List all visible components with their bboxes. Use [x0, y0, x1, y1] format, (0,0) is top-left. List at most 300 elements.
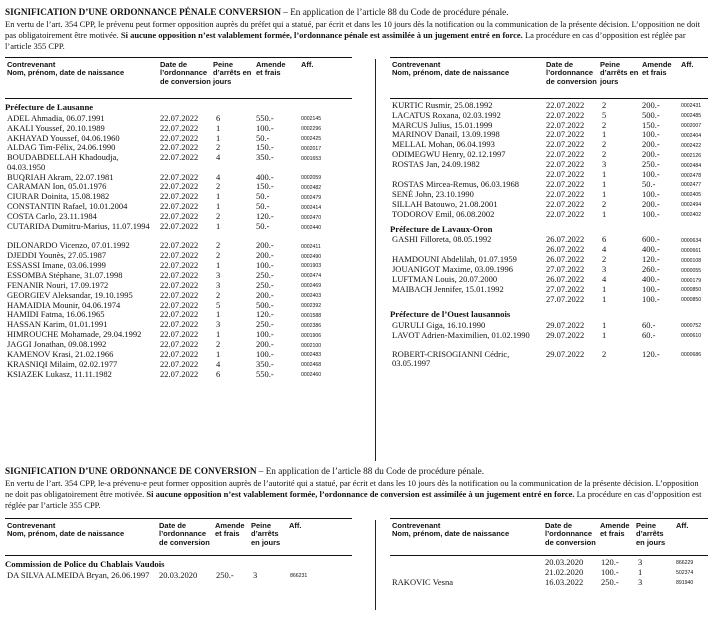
- cell-name: ESSASSI Imane, 03.06.1999: [7, 259, 106, 270]
- cell-aff: 0002425: [301, 136, 322, 143]
- cell-amende: 200.-: [642, 139, 660, 150]
- table-row: [5, 250, 352, 260]
- cell-peine: 1: [602, 283, 607, 294]
- cell-peine: 3: [602, 264, 607, 275]
- table-row: [390, 264, 708, 274]
- table-row: [5, 300, 352, 310]
- header-date: Date de l’ordonnance de conversion: [545, 521, 596, 547]
- cell-aff: 0000661: [681, 247, 702, 254]
- cell-date: 22.07.2022: [160, 211, 199, 222]
- cell-amende: 120.-: [642, 254, 660, 265]
- cell-aff: 0002440: [301, 224, 322, 231]
- cell-date: 22.07.2022: [546, 169, 585, 180]
- cell-peine: 2: [602, 149, 607, 160]
- group-heading: Commission de Police du Chablais Vaudois: [5, 559, 165, 569]
- cell-aff: 0002403: [301, 293, 322, 300]
- cell-date: 22.07.2022: [160, 142, 199, 153]
- cell-amende: 500.-: [256, 299, 274, 310]
- table-row: [390, 567, 708, 577]
- group-heading: Préfecture de Lausanne: [5, 102, 94, 112]
- cell-amende: 200.-: [256, 240, 274, 251]
- table-row: [5, 113, 352, 123]
- cell-amende: 100.-: [642, 293, 660, 304]
- table-row: [390, 159, 708, 169]
- cell-aff: 0002482: [301, 184, 322, 191]
- table-header: [5, 519, 352, 555]
- cell-amende: 150.-: [256, 142, 274, 153]
- cell-date: 22.07.2022: [160, 201, 199, 212]
- cell-peine: 2: [602, 139, 607, 150]
- cell-aff: 0001588: [301, 312, 322, 319]
- cell-peine: 4: [602, 244, 607, 255]
- cell-peine: 1: [216, 191, 221, 202]
- cell-date: 22.07.2022: [160, 339, 199, 350]
- table-row: [390, 274, 708, 284]
- header-nom-label: Nom, prénom, date de naissance: [392, 68, 510, 78]
- cell-date: 22.07.2022: [546, 198, 585, 209]
- table-row: [5, 339, 352, 349]
- header-contrevenant: [392, 522, 532, 539]
- group-heading: Préfecture de l’Ouest lausannois: [390, 308, 511, 319]
- cell-aff: 0002402: [681, 212, 702, 219]
- cell-name: CONSTANTIN Rafael, 10.01.2004: [7, 201, 128, 212]
- cell-aff: 0002460: [301, 372, 322, 379]
- cell-aff: 0002485: [681, 113, 702, 120]
- cell-date: 22.07.2022: [160, 368, 199, 379]
- cell-date: 22.07.2022: [546, 178, 585, 189]
- cell-aff: 0002296: [301, 126, 322, 133]
- table-row: [390, 100, 708, 110]
- table-row: [5, 240, 352, 250]
- cell-date: 22.07.2022: [546, 99, 585, 110]
- cell-name: HAMAIDIA Mounir, 04.06.1974: [7, 299, 121, 310]
- cell-amende: 550.-: [256, 112, 274, 123]
- cell-date: 22.07.2022: [160, 348, 199, 359]
- cell-peine: 2: [216, 339, 221, 350]
- cell-name: GEORGIEV Aleksandar, 19.10.1995: [7, 289, 133, 300]
- cell-name: LAVOT Adrien-Maximilien, 01.02.1990: [392, 329, 530, 340]
- cell-date: 22.07.2022: [160, 240, 199, 251]
- header-contrevenant-label: Contrevenant: [7, 60, 56, 69]
- cell-aff: 0002478: [681, 172, 702, 179]
- cell-peine: 2: [602, 119, 607, 130]
- cell-name: SENÉ John, 23.10.1990: [392, 188, 474, 199]
- cell-aff: 0002484: [681, 162, 702, 169]
- cell-aff: 0002145: [301, 116, 322, 123]
- table-row: [5, 570, 352, 589]
- cell-aff: 0002483: [301, 352, 322, 359]
- section1-left-column: [5, 57, 352, 379]
- cell-name: DJEDDI Younès, 27.05.1987: [7, 250, 107, 261]
- cell-peine: 2: [216, 250, 221, 261]
- header-contrevenant: [7, 61, 147, 78]
- cell-aff: 502374: [676, 570, 694, 577]
- cell-aff: 0002474: [301, 273, 322, 280]
- cell-date: 22.07.2022: [546, 188, 585, 199]
- cell-peine: 1: [602, 208, 607, 219]
- cell-name: DILONARDO Vicenzo, 07.01.1992: [7, 240, 130, 251]
- cell-name: KURTIC Rusmir, 25.08.1992: [392, 99, 493, 110]
- section2-title-bold: SIGNIFICATION D’UNE ORDONNANCE DE CONVERSION: [5, 466, 257, 476]
- cell-peine: 3: [638, 556, 643, 567]
- header-contrevenant-label: Contrevenant: [7, 521, 56, 530]
- cell-date: 26.07.2022: [546, 274, 585, 285]
- cell-aff: 866231: [290, 573, 308, 580]
- header-date: Date de l’ordonnance de conversion: [546, 60, 597, 86]
- header-contrevenant-label: Contrevenant: [392, 60, 441, 69]
- cell-aff: 0002411: [301, 243, 321, 250]
- cell-peine: 1: [216, 348, 221, 359]
- cell-name: LUFTMAN Louis, 20.07.2000: [392, 274, 498, 285]
- cell-name: CUTARIDA Dumitru-Marius, 11.07.1994: [7, 221, 150, 231]
- cell-peine: 5: [216, 299, 221, 310]
- header-aff: Aff.: [301, 60, 314, 69]
- table-row: [390, 140, 708, 150]
- section-penale-conversion: [5, 6, 708, 379]
- cell-aff: 0002422: [681, 142, 702, 149]
- cell-amende: 600.-: [642, 234, 660, 245]
- cell-peine: 6: [216, 112, 221, 123]
- cell-date: 22.07.2022: [160, 181, 199, 192]
- table-row: [390, 294, 708, 304]
- cell-aff: 0002414: [301, 204, 322, 211]
- header-nom-label: Nom, prénom, date de naissance: [7, 529, 125, 539]
- cell-peine: 1: [216, 259, 221, 270]
- cell-peine: 2: [602, 348, 607, 359]
- cell-name: TODOROV Emil, 06.08.2002: [392, 208, 495, 219]
- cell-amende: 100.-: [256, 122, 274, 133]
- cell-amende: 60.-: [642, 319, 656, 330]
- cell-peine: 1: [216, 329, 221, 340]
- cell-aff: 0002017: [301, 145, 322, 152]
- table-row: [5, 172, 352, 182]
- table-row: [5, 290, 352, 300]
- cell-date: 22.07.2022: [546, 109, 585, 120]
- cell-name: CARAMAN Ion, 05.01.1976: [7, 181, 107, 192]
- table-row: [5, 123, 352, 133]
- cell-amende: 400.-: [642, 244, 660, 255]
- header-amende: Amende et frais: [215, 521, 245, 539]
- cell-name: AKHAYAD Youssef, 04.06.1960: [7, 132, 120, 143]
- cell-peine: 4: [602, 274, 607, 285]
- cell-peine: 1: [602, 329, 607, 340]
- section2-paragraph: [5, 478, 708, 511]
- table-row: [390, 120, 708, 130]
- cell-amende: 150.-: [256, 181, 274, 192]
- header-date: Date de l’ordonnance de conversion: [160, 60, 211, 86]
- cell-peine: 1: [602, 319, 607, 330]
- cell-name: BOUDABDELLAH Khadoudja, 04.03.1950: [7, 152, 119, 172]
- cell-aff: 0000179: [681, 277, 702, 284]
- cell-peine: 1: [602, 178, 607, 189]
- cell-date: 22.07.2022: [160, 112, 199, 123]
- cell-amende: 200.-: [256, 250, 274, 261]
- cell-amende: 400.-: [256, 171, 274, 182]
- cell-peine: 2: [602, 254, 607, 265]
- cell-amende: 350.-: [256, 152, 274, 163]
- section1-left-body: [5, 99, 352, 379]
- table-header: [390, 519, 708, 555]
- cell-aff: 891940: [676, 580, 694, 587]
- cell-aff: 0000850: [681, 297, 702, 304]
- cell-peine: 1: [602, 188, 607, 199]
- cell-peine: 2: [216, 211, 221, 222]
- cell-name: HAMDOUNI Abdelilah, 01.07.1959: [392, 254, 517, 265]
- cell-date: 22.07.2022: [160, 132, 199, 143]
- cell-name: HIMROUCHE Mohamade, 29.04.1992: [7, 329, 142, 340]
- cell-name: RAKOVIC Vesna: [392, 576, 453, 587]
- cell-aff: 0002007: [681, 123, 702, 130]
- cell-date: 22.07.2022: [160, 309, 199, 320]
- cell-amende: 250.-: [216, 569, 234, 580]
- cell-aff: 0000055: [681, 267, 702, 274]
- cell-peine: 1: [602, 169, 607, 180]
- column-divider: [375, 59, 376, 461]
- cell-name: KSIAZEK Lukasz, 11.11.1982: [7, 368, 112, 379]
- table-row: [390, 189, 708, 199]
- cell-date: 27.07.2022: [546, 293, 585, 304]
- table-row: [5, 133, 352, 143]
- cell-amende: 50.-: [256, 191, 270, 202]
- cell-date: 22.07.2022: [160, 329, 199, 340]
- table-row: [5, 329, 352, 339]
- cell-name: COSTA Carlo, 23.11.1984: [7, 211, 97, 222]
- cell-date: 26.07.2022: [546, 234, 585, 245]
- cell-amende: 120.-: [256, 211, 274, 222]
- cell-amende: 500.-: [642, 109, 660, 120]
- cell-date: 22.07.2022: [546, 149, 585, 160]
- cell-date: 20.03.2020: [159, 569, 198, 580]
- table-row: [5, 182, 352, 192]
- cell-peine: 4: [216, 171, 221, 182]
- cell-date: 22.07.2022: [160, 358, 199, 369]
- cell-name: SILLAH Batouwo, 21.08.2001: [392, 198, 498, 209]
- table-row: [5, 143, 352, 153]
- section2-left-body: [5, 556, 352, 589]
- cell-amende: 100.-: [642, 208, 660, 219]
- cell-date: 22.07.2022: [160, 152, 199, 163]
- cell-peine: 2: [602, 99, 607, 110]
- cell-name: KRASNIQI Milaim, 02.02.1977: [7, 358, 118, 369]
- table-row: [5, 211, 352, 221]
- cell-peine: 3: [638, 576, 643, 587]
- cell-amende: 50.-: [256, 201, 270, 212]
- cell-aff: 0000686: [681, 352, 702, 359]
- cell-aff: 0002126: [681, 152, 702, 159]
- header-contrevenant-label: Contrevenant: [392, 521, 441, 530]
- cell-amende: 250.-: [256, 319, 274, 330]
- header-nom-label: Nom, prénom, date de naissance: [7, 68, 125, 78]
- cell-name: MAIBACH Jennifer, 15.01.1992: [392, 283, 504, 294]
- cell-amende: 400.-: [642, 274, 660, 285]
- cell-peine: 3: [216, 279, 221, 290]
- cell-date: 22.07.2022: [160, 191, 199, 202]
- cell-name: GASHI Filloreta, 08.05.1992: [392, 234, 492, 245]
- section1-para-bold: Si aucune opposition n’est valablement formée, l’ordonnance pénale est assimilée à un jugement entré en force.: [120, 30, 523, 40]
- header-amende: Amende et frais: [642, 60, 672, 78]
- table-row: [390, 209, 708, 219]
- cell-name: ADEL Ahmadia, 06.07.1991: [7, 112, 105, 123]
- cell-date: 22.07.2022: [546, 159, 585, 170]
- cell-peine: 2: [216, 181, 221, 192]
- cell-peine: 6: [216, 368, 221, 379]
- cell-date: 21.02.2020: [545, 566, 584, 577]
- table-row: [390, 130, 708, 140]
- section2-para-text: En vertu de l’art. 354 CPP, le-a prévenu-e peut former opposition auprès de l’autorité qui a statué, par écrit et dans les 10 jours dès la notification ou la communication de la présente décision. L’opposition ne doit pas obligatoirement être motivée.: [5, 478, 699, 499]
- section1-paragraph: [5, 19, 708, 52]
- cell-peine: 1: [216, 122, 221, 133]
- table-row: [390, 199, 708, 209]
- section2-title-rest: – En application de l’article 88 du Code de procédure pénale.: [256, 466, 485, 476]
- cell-peine: 1: [216, 132, 221, 143]
- cell-aff: 0002494: [681, 202, 702, 209]
- header-peine: Peine d’arrêts en jours: [636, 521, 666, 547]
- table-row: [390, 254, 708, 264]
- section2-para-bold: Si aucune opposition n’est valablement formée, l’ordonnance de conversion est assimilée à un jugement entré en force.: [146, 489, 575, 499]
- cell-aff: 0002469: [301, 283, 322, 290]
- cell-aff: 0002470: [301, 214, 322, 221]
- cell-name: ODIMEGWU Henry, 02.12.1997: [392, 149, 506, 160]
- cell-aff: 0002059: [301, 175, 322, 182]
- cell-amende: 50.-: [256, 132, 270, 143]
- cell-date: 22.07.2022: [546, 139, 585, 150]
- cell-amende: 200.-: [642, 198, 660, 209]
- cell-amende: 120.-: [256, 309, 274, 320]
- cell-date: 27.07.2022: [546, 283, 585, 294]
- cell-aff: 0002404: [681, 132, 702, 139]
- cell-name: MARINOV Danail, 13.09.1998: [392, 129, 500, 140]
- cell-name: HAMIDI Fatma, 16.06.1965: [7, 309, 105, 320]
- table-row: [5, 270, 352, 280]
- cell-name: AKALI Youssef, 20.10.1989: [7, 122, 105, 133]
- cell-peine: 1: [602, 293, 607, 304]
- section1-para-text: En vertu de l’art. 354 CPP, le prévenu peut former opposition auprès du préfet qui a statué, par écrit et dans les 10 jours dès la notification ou la communication de la présente décision. L’opposition ne doit pas obligatoirement être motivée.: [5, 19, 701, 40]
- cell-amende: 100.-: [256, 348, 274, 359]
- cell-name: ALDAG Tim-Félix, 24.06.1990: [7, 142, 116, 153]
- cell-peine: 6: [602, 234, 607, 245]
- cell-peine: 1: [216, 309, 221, 320]
- cell-amende: 550.-: [256, 368, 274, 379]
- section1-right-body: [390, 99, 708, 368]
- table-row: [5, 221, 352, 240]
- cell-aff: 0002386: [301, 322, 322, 329]
- cell-aff: 866229: [676, 560, 694, 567]
- cell-aff: 0002100: [301, 342, 322, 349]
- table-row: [390, 235, 708, 245]
- cell-name: FENANIR Nouri, 17.09.1972: [7, 279, 109, 290]
- cell-name: ROSTAS Jan, 24.09.1982: [392, 159, 480, 170]
- cell-peine: 3: [216, 269, 221, 280]
- cell-aff: 0000634: [681, 237, 702, 244]
- cell-date: 22.07.2022: [160, 250, 199, 261]
- table-row: [390, 330, 708, 349]
- group-heading: Préfecture de Lavaux-Oron: [390, 223, 493, 234]
- section2-left-column: [5, 518, 352, 589]
- cell-amende: 50.-: [256, 221, 270, 231]
- cell-peine: 3: [602, 159, 607, 170]
- header-peine: Peine d’arrêts en jours: [600, 60, 639, 86]
- cell-date: 16.03.2022: [545, 576, 584, 587]
- cell-aff: 0002490: [301, 253, 322, 260]
- cell-amende: 100.-: [256, 259, 274, 270]
- header-peine: Peine d’arrêts en jours: [251, 521, 281, 547]
- cell-name: ROBERT-CRISOGIANNI Cédric, 03.05.1997: [392, 348, 510, 369]
- cell-aff: 0002392: [301, 303, 322, 310]
- table-row: [5, 280, 352, 290]
- cell-date: 22.07.2022: [160, 221, 199, 231]
- cell-amende: 200.-: [256, 289, 274, 300]
- cell-aff: 0002477: [681, 182, 702, 189]
- section2-right-body: [390, 556, 708, 587]
- cell-date: 20.03.2020: [545, 556, 584, 567]
- cell-name: GURULI Giga, 16.10.1990: [392, 319, 486, 330]
- table-row: [5, 310, 352, 320]
- cell-aff: 0000752: [681, 323, 702, 330]
- cell-amende: 60.-: [642, 329, 656, 340]
- table-row: [5, 260, 352, 270]
- cell-amende: 100.-: [256, 329, 274, 340]
- cell-amende: 250.-: [256, 279, 274, 290]
- table-header: [5, 58, 352, 98]
- cell-aff: 0002468: [301, 362, 322, 369]
- cell-name: LACATUS Roxana, 02.03.1992: [392, 109, 501, 120]
- cell-date: 26.07.2022: [546, 244, 585, 255]
- cell-aff: 0000108: [681, 257, 702, 264]
- cell-date: 22.07.2022: [160, 319, 199, 330]
- cell-amende: 350.-: [256, 358, 274, 369]
- cell-date: 29.07.2022: [546, 348, 585, 359]
- cell-date: 22.07.2022: [160, 259, 199, 270]
- header-contrevenant: [392, 61, 532, 78]
- cell-peine: 1: [602, 129, 607, 140]
- table-row: [5, 201, 352, 211]
- section-conversion: [5, 465, 708, 587]
- cell-name: DA SILVA ALMEIDA Bryan, 26.06.1997: [7, 569, 150, 580]
- section2-right-column: [390, 518, 708, 587]
- header-aff: Aff.: [676, 521, 689, 530]
- cell-aff: 0001653: [301, 155, 322, 162]
- cell-aff: 0002479: [301, 194, 322, 201]
- table-row: [5, 349, 352, 359]
- table-row: [5, 359, 352, 369]
- table-row: [390, 245, 708, 255]
- section2-title: [5, 465, 708, 477]
- cell-date: 29.07.2022: [546, 329, 585, 340]
- header-peine: Peine d’arrêts en jours: [213, 60, 252, 86]
- cell-amende: 150.-: [642, 119, 660, 130]
- cell-aff: 0000610: [681, 333, 702, 340]
- cell-date: 22.07.2022: [160, 299, 199, 310]
- cell-peine: 1: [216, 221, 221, 231]
- section1-para-end: La procédure en cas d’opposition est réglée par l’article 355 CPP.: [5, 30, 686, 51]
- cell-peine: 2: [216, 142, 221, 153]
- cell-name: MARCUS Julius, 15.01.1999: [392, 119, 493, 130]
- cell-date: 22.07.2022: [546, 129, 585, 140]
- cell-date: 22.07.2022: [160, 122, 199, 133]
- cell-name: ROSTAS Mircea-Remus, 06.03.1968: [392, 178, 520, 189]
- cell-amende: 120.-: [642, 348, 660, 359]
- cell-amende: 120.-: [601, 556, 619, 567]
- cell-peine: 2: [602, 198, 607, 209]
- column-divider: [375, 520, 376, 610]
- header-amende: Amende et frais: [256, 60, 286, 78]
- cell-amende: 100.-: [642, 188, 660, 199]
- cell-amende: 200.-: [642, 99, 660, 110]
- cell-date: 26.07.2022: [546, 254, 585, 265]
- cell-peine: 5: [602, 109, 607, 120]
- cell-name: HASSAN Karim, 01.01.1991: [7, 319, 108, 330]
- table-row: [390, 284, 708, 294]
